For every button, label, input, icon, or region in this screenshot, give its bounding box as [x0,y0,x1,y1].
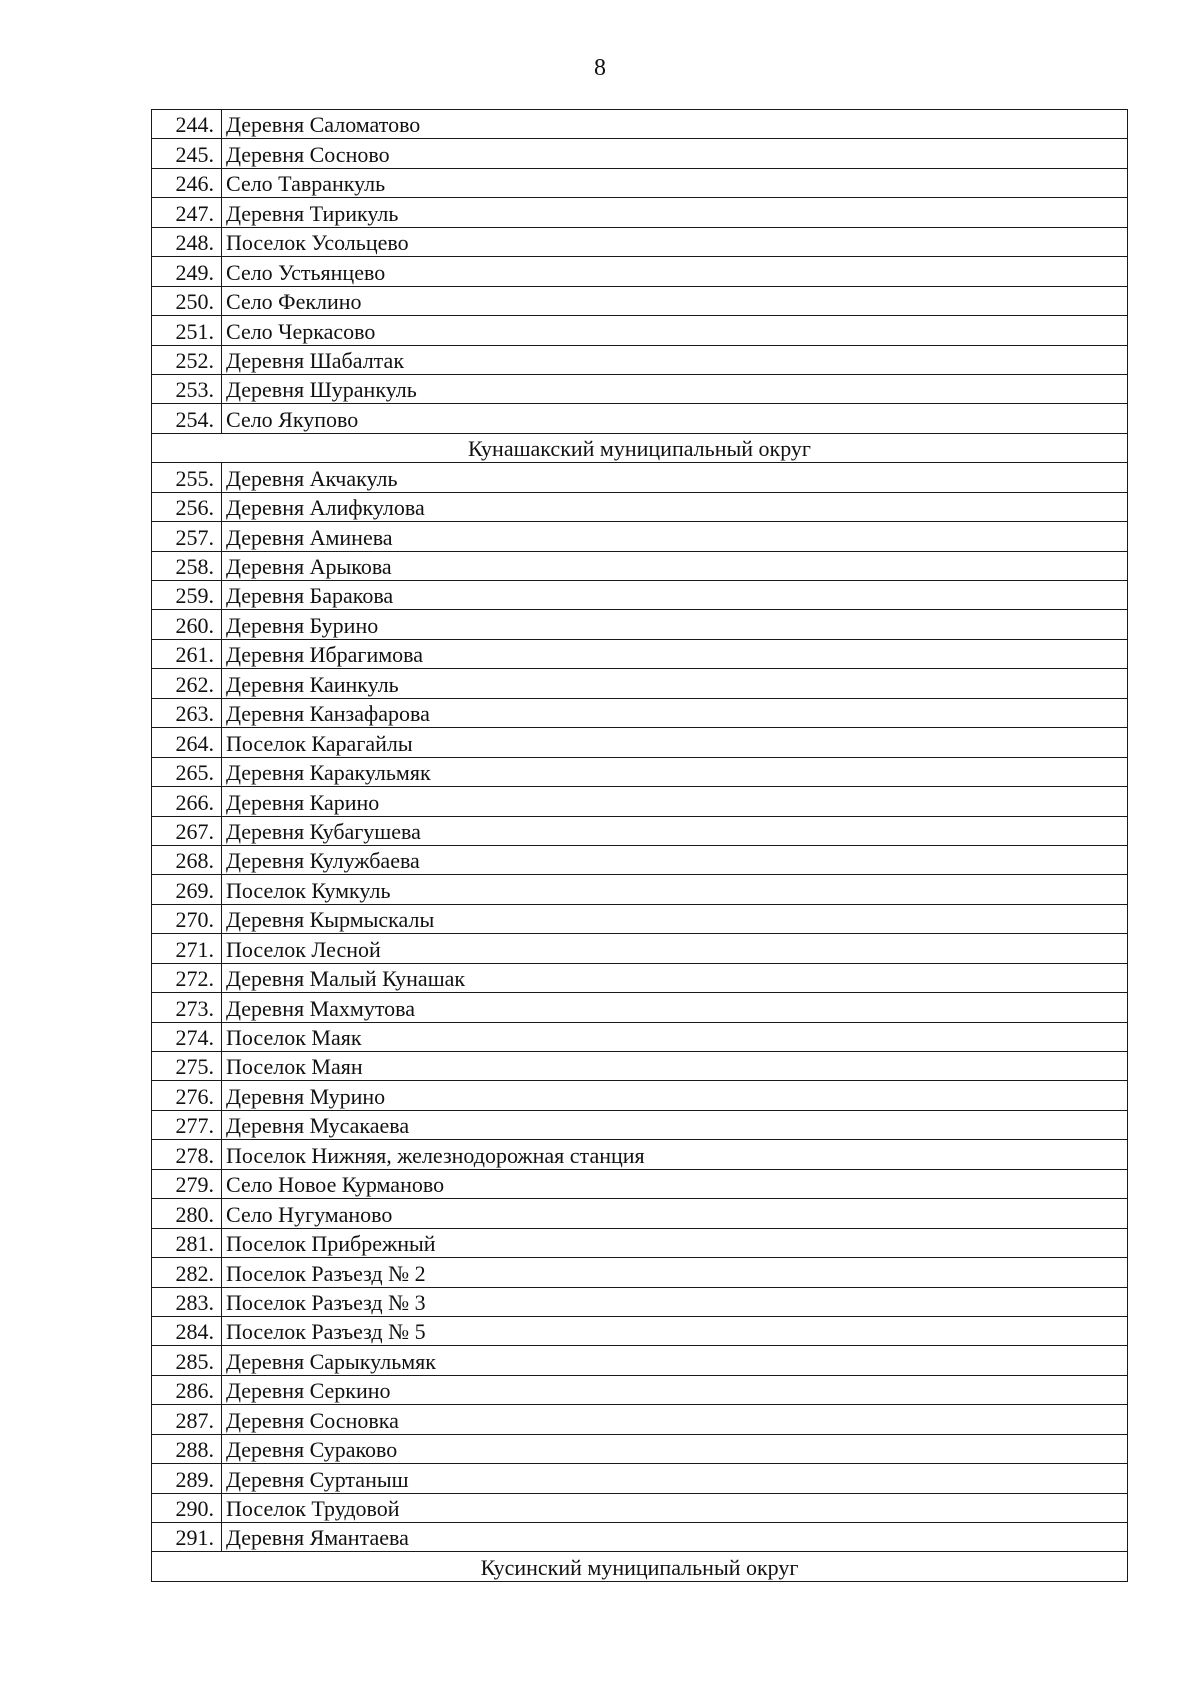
settlement-name: Село Устьянцево [222,257,1128,286]
table-row [152,1228,1128,1257]
row-number: 271. [152,934,222,963]
table-row [152,875,1128,904]
row-number: 279. [152,1169,222,1198]
row-number: 288. [152,1434,222,1463]
settlement-name: Деревня Аминева [222,522,1128,551]
row-number: 281. [152,1228,222,1257]
settlement-name: Деревня Алифкулова [222,492,1128,521]
table-row [152,110,1128,139]
settlement-name: Деревня Ибрагимова [222,639,1128,668]
row-number: 269. [152,875,222,904]
table-row [152,639,1128,668]
row-number: 289. [152,1464,222,1493]
table-row [152,993,1128,1022]
district-header: Кунашакский муниципальный округ [152,433,1128,462]
table-row [152,1081,1128,1110]
settlement-name: Поселок Маян [222,1052,1128,1081]
row-number: 251. [152,316,222,345]
table-row [152,404,1128,433]
row-number: 260. [152,610,222,639]
settlement-name: Деревня Шуранкуль [222,374,1128,403]
row-number: 290. [152,1493,222,1522]
settlement-name: Поселок Кумкуль [222,875,1128,904]
settlement-name: Поселок Карагайлы [222,728,1128,757]
settlement-name: Деревня Серкино [222,1375,1128,1404]
table-row [152,787,1128,816]
table-row [152,1346,1128,1375]
row-number: 274. [152,1022,222,1051]
table-row [152,492,1128,521]
table-row [152,728,1128,757]
table-row [152,463,1128,492]
table-row [152,1052,1128,1081]
settlement-name: Деревня Сарыкульмяк [222,1346,1128,1375]
table-row [152,1464,1128,1493]
row-number: 275. [152,1052,222,1081]
table-row [152,1199,1128,1228]
settlement-name: Поселок Усольцево [222,227,1128,256]
row-number: 247. [152,198,222,227]
table-row [152,816,1128,845]
settlement-name: Поселок Разъезд № 2 [222,1258,1128,1287]
settlement-name: Деревня Баракова [222,581,1128,610]
district-header-row [152,433,1128,462]
row-number: 273. [152,993,222,1022]
settlement-name: Деревня Сосновка [222,1405,1128,1434]
settlement-name: Село Черкасово [222,316,1128,345]
district-header-row [152,1552,1128,1581]
table-row [152,1405,1128,1434]
settlements-table [151,109,1128,1582]
row-number: 256. [152,492,222,521]
row-number: 253. [152,374,222,403]
settlement-name: Деревня Каракульмяк [222,757,1128,786]
settlements-table-body [152,110,1128,1582]
table-row [152,286,1128,315]
row-number: 250. [152,286,222,315]
settlement-name: Поселок Разъезд № 3 [222,1287,1128,1316]
settlement-name: Поселок Прибрежный [222,1228,1128,1257]
table-row [152,1316,1128,1345]
row-number: 277. [152,1110,222,1139]
table-row [152,1493,1128,1522]
settlement-name: Поселок Разъезд № 5 [222,1316,1128,1345]
row-number: 252. [152,345,222,374]
row-number: 261. [152,639,222,668]
row-number: 283. [152,1287,222,1316]
settlement-name: Деревня Тирикуль [222,198,1128,227]
settlement-name: Поселок Трудовой [222,1493,1128,1522]
table-row [152,904,1128,933]
table-row [152,1375,1128,1404]
row-number: 270. [152,904,222,933]
settlement-name: Деревня Шабалтак [222,345,1128,374]
settlement-name: Деревня Сураково [222,1434,1128,1463]
row-number: 284. [152,1316,222,1345]
row-number: 262. [152,669,222,698]
row-number: 286. [152,1375,222,1404]
table-row [152,522,1128,551]
row-number: 254. [152,404,222,433]
table-row [152,168,1128,197]
row-number: 267. [152,816,222,845]
table-row [152,1022,1128,1051]
settlement-name: Деревня Махмутова [222,993,1128,1022]
settlement-name: Деревня Акчакуль [222,463,1128,492]
table-row [152,698,1128,727]
table-row [152,1140,1128,1169]
settlement-name: Деревня Сосново [222,139,1128,168]
row-number: 268. [152,845,222,874]
row-number: 248. [152,227,222,256]
settlement-name: Деревня Мурино [222,1081,1128,1110]
table-row [152,757,1128,786]
row-number: 259. [152,581,222,610]
settlement-name: Деревня Ямантаева [222,1523,1128,1552]
settlement-name: Деревня Мусакаева [222,1110,1128,1139]
row-number: 291. [152,1523,222,1552]
settlement-name: Деревня Кубагушева [222,816,1128,845]
table-row [152,227,1128,256]
row-number: 245. [152,139,222,168]
table-row [152,551,1128,580]
table-row [152,1110,1128,1139]
row-number: 282. [152,1258,222,1287]
table-row [152,610,1128,639]
settlement-name: Деревня Саломатово [222,110,1128,139]
settlement-name: Деревня Каинкуль [222,669,1128,698]
settlement-name: Поселок Лесной [222,934,1128,963]
table-row [152,1523,1128,1552]
settlement-name: Село Тавранкуль [222,168,1128,197]
settlement-name: Деревня Карино [222,787,1128,816]
row-number: 249. [152,257,222,286]
table-row [152,1287,1128,1316]
row-number: 265. [152,757,222,786]
table-row [152,581,1128,610]
row-number: 287. [152,1405,222,1434]
table-row [152,1258,1128,1287]
row-number: 278. [152,1140,222,1169]
table-row [152,934,1128,963]
settlement-name: Село Новое Курманово [222,1169,1128,1198]
settlement-name: Село Феклино [222,286,1128,315]
settlement-name: Село Якупово [222,404,1128,433]
settlement-name: Деревня Бурино [222,610,1128,639]
settlement-name: Деревня Малый Кунашак [222,963,1128,992]
table-row [152,198,1128,227]
district-header: Кусинский муниципальный округ [152,1552,1128,1581]
settlement-name: Деревня Кулужбаева [222,845,1128,874]
row-number: 255. [152,463,222,492]
table-row [152,1434,1128,1463]
row-number: 257. [152,522,222,551]
settlement-name: Деревня Суртаныш [222,1464,1128,1493]
row-number: 285. [152,1346,222,1375]
settlement-name: Поселок Нижняя, железнодорожная станция [222,1140,1128,1169]
row-number: 266. [152,787,222,816]
table-row [152,316,1128,345]
settlement-name: Деревня Канзафарова [222,698,1128,727]
row-number: 280. [152,1199,222,1228]
table-row [152,345,1128,374]
page-number: 8 [594,55,606,81]
row-number: 272. [152,963,222,992]
settlement-name: Поселок Маяк [222,1022,1128,1051]
table-row [152,374,1128,403]
table-row [152,669,1128,698]
row-number: 244. [152,110,222,139]
table-row [152,139,1128,168]
settlement-name: Деревня Кырмыскалы [222,904,1128,933]
settlement-name: Село Нугуманово [222,1199,1128,1228]
row-number: 264. [152,728,222,757]
row-number: 276. [152,1081,222,1110]
settlement-name: Деревня Арыкова [222,551,1128,580]
table-row [152,845,1128,874]
table-row [152,1169,1128,1198]
row-number: 246. [152,168,222,197]
row-number: 263. [152,698,222,727]
table-row [152,963,1128,992]
row-number: 258. [152,551,222,580]
table-row [152,257,1128,286]
